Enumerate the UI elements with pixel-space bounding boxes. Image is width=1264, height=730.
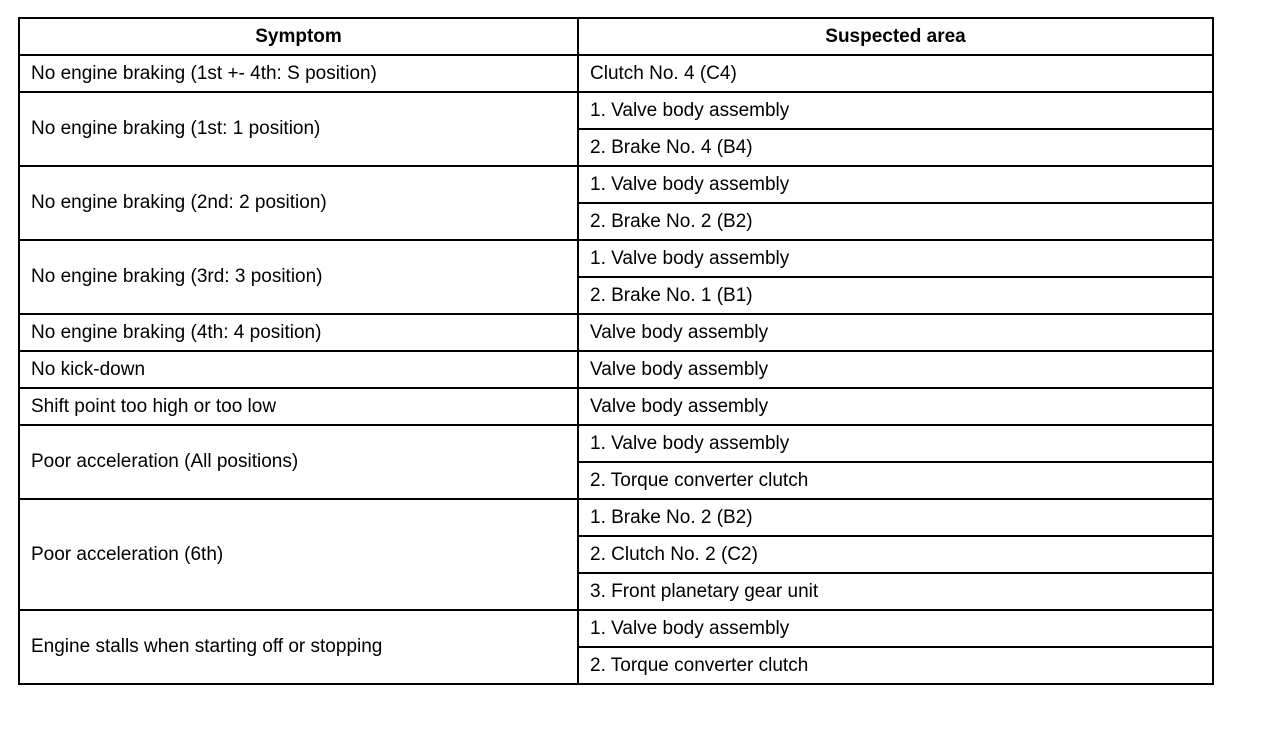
symptom-cell: Poor acceleration (6th) [19, 499, 578, 610]
suspected-area-cell: Clutch No. 4 (C4) [578, 55, 1213, 92]
table-row [19, 92, 1213, 129]
suspected-area-cell: Valve body assembly [578, 314, 1213, 351]
table-row [19, 610, 1213, 647]
table-row [19, 55, 1213, 92]
suspected-area-cell: 1. Valve body assembly [578, 240, 1213, 277]
table-row [19, 425, 1213, 462]
symptom-cell: Poor acceleration (All positions) [19, 425, 578, 499]
suspected-area-cell: 1. Valve body assembly [578, 92, 1213, 129]
symptom-column-header: Symptom [19, 18, 578, 55]
symptom-cell: Engine stalls when starting off or stopping [19, 610, 578, 684]
suspected-area-cell: 2. Clutch No. 2 (C2) [578, 536, 1213, 573]
suspected-area-cell: 2. Torque converter clutch [578, 647, 1213, 684]
suspected-area-cell: 2. Torque converter clutch [578, 462, 1213, 499]
symptom-cell: Shift point too high or too low [19, 388, 578, 425]
suspected-area-cell: 2. Brake No. 1 (B1) [578, 277, 1213, 314]
suspected-area-cell: 1. Valve body assembly [578, 610, 1213, 647]
symptom-cell: No kick-down [19, 351, 578, 388]
suspected-area-cell: 2. Brake No. 2 (B2) [578, 203, 1213, 240]
table-row [19, 166, 1213, 203]
troubleshooting-table [18, 17, 1214, 685]
symptom-cell: No engine braking (1st +- 4th: S position) [19, 55, 578, 92]
suspected-area-cell: 1. Valve body assembly [578, 425, 1213, 462]
table-row [19, 240, 1213, 277]
symptom-cell: No engine braking (1st: 1 position) [19, 92, 578, 166]
suspected-area-cell: Valve body assembly [578, 351, 1213, 388]
table-row [19, 351, 1213, 388]
table-header-row [19, 18, 1213, 55]
symptom-cell: No engine braking (2nd: 2 position) [19, 166, 578, 240]
suspected-area-column-header: Suspected area [578, 18, 1213, 55]
suspected-area-cell: Valve body assembly [578, 388, 1213, 425]
table-row [19, 499, 1213, 536]
table-body [19, 55, 1213, 684]
suspected-area-cell: 2. Brake No. 4 (B4) [578, 129, 1213, 166]
suspected-area-cell: 1. Valve body assembly [578, 166, 1213, 203]
table-row [19, 388, 1213, 425]
symptom-cell: No engine braking (3rd: 3 position) [19, 240, 578, 314]
table-row [19, 314, 1213, 351]
suspected-area-cell: 3. Front planetary gear unit [578, 573, 1213, 610]
suspected-area-cell: 1. Brake No. 2 (B2) [578, 499, 1213, 536]
symptom-cell: No engine braking (4th: 4 position) [19, 314, 578, 351]
